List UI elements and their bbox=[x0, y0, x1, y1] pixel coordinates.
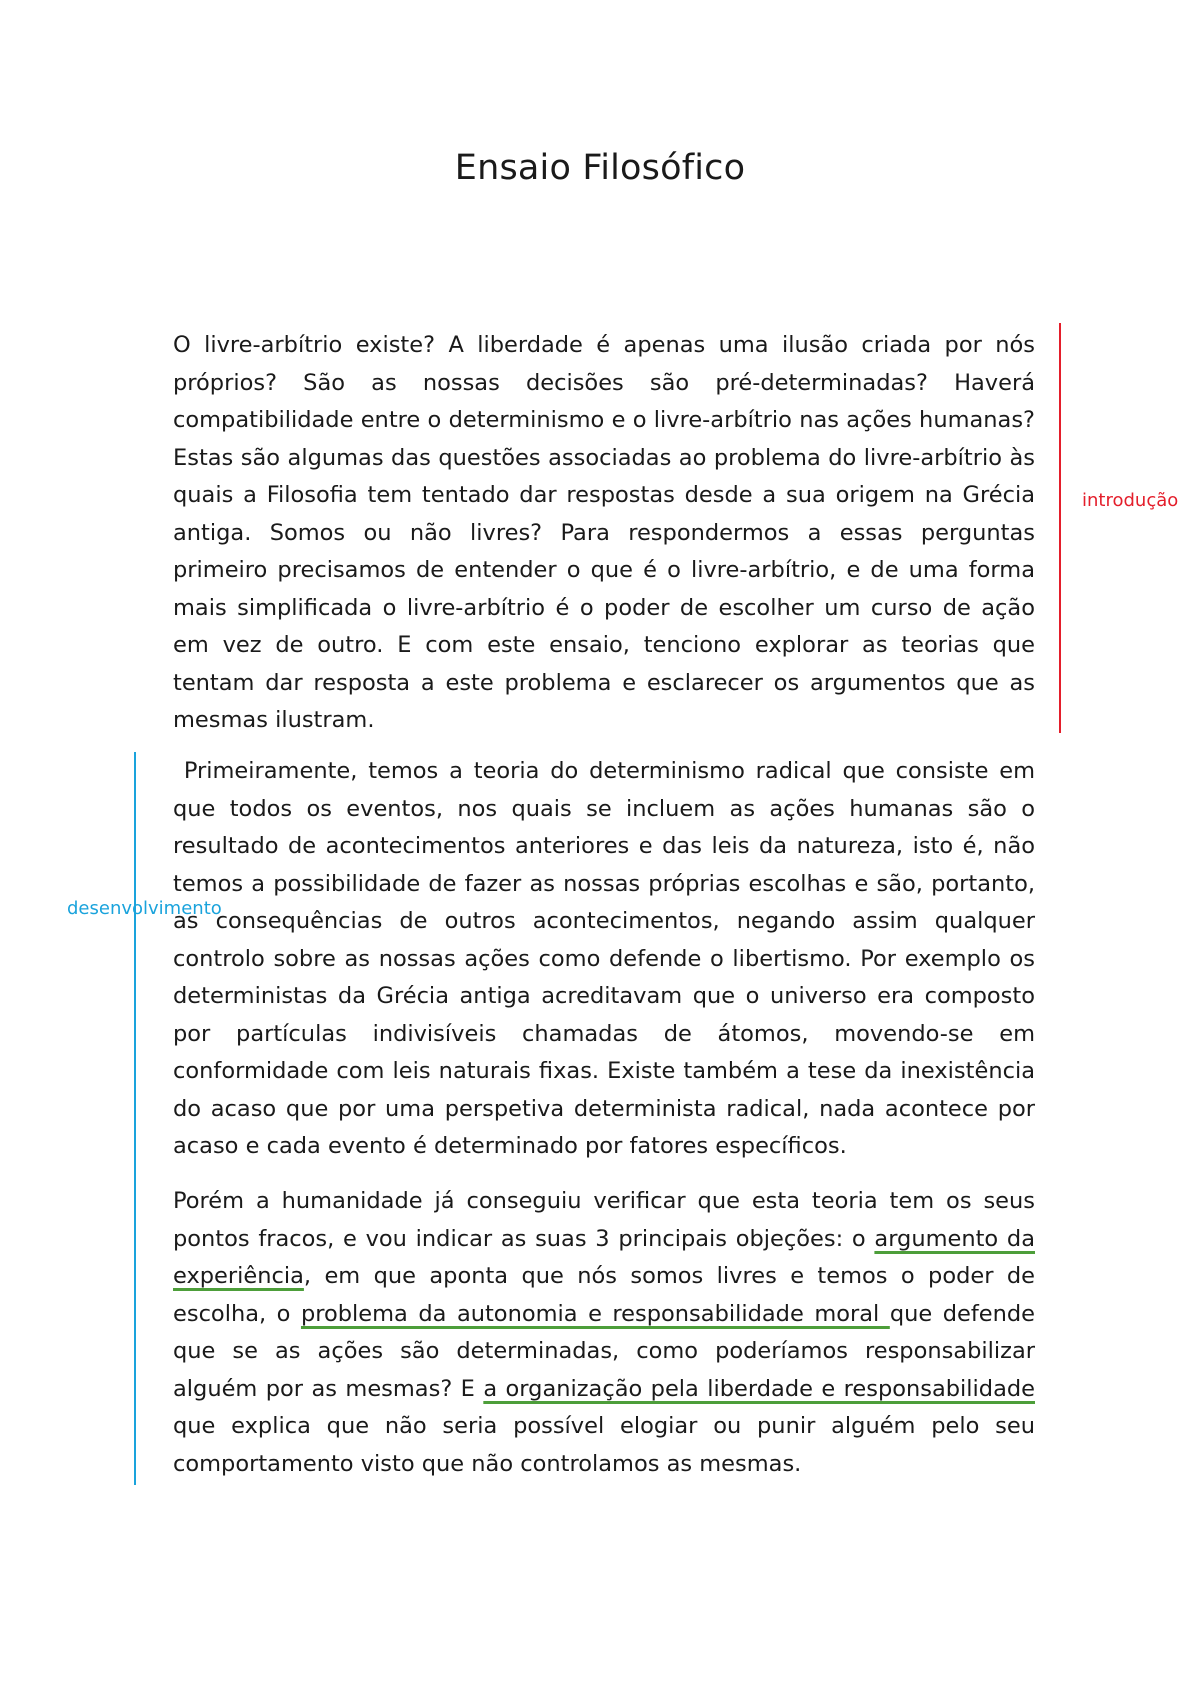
development-paragraph-objections bbox=[173, 1183, 1035, 1483]
development-annotation: desenvolvimento bbox=[67, 898, 222, 919]
introduction-paragraph: O livre-arbítrio existe? A liberdade é apenas uma ilusão criada por nós próprios? São as nossas decisões são pré-determinadas? Haverá compatibilidade entre o determinismo e o livre-arbítrio nas ações humanas? Estas são algumas das questões associadas ao problema do livre-arbítrio às quais a Filosofia tem tentado dar respostas desde a sua origem na Grécia antiga. Somos ou não livres? Para respondermos a essas perguntas primeiro precisamos de entender o que é o livre-arbítrio, e de uma forma mais simplificada o livre-arbítrio é o poder de escolher um curso de ação em vez de outro. E com este ensaio, tenciono explorar as teorias que tentam dar resposta a este problema e esclarecer os argumentos que as mesmas ilustram. bbox=[173, 332, 1035, 733]
document-title: Ensaio Filosófico bbox=[454, 148, 746, 188]
objection-freedom-organization: a organização pela liberdade e responsabilidade bbox=[483, 1375, 1035, 1402]
development-bracket bbox=[134, 752, 136, 1485]
objections-text-4: que explica que não seria possível elogiar ou punir alguém pelo seu comportamento visto que não controlamos as mesmas. bbox=[173, 1413, 1035, 1477]
objection-experience-argument: argumento da experiência bbox=[173, 1225, 1035, 1289]
objections-text-3: que defende que se as ações são determinadas, como poderíamos responsabilizar alguém por as mesmas? E bbox=[173, 1300, 1035, 1402]
introduction-bracket bbox=[1059, 323, 1061, 733]
objections-text-2: , em que aponta que nós somos livres e temos o poder de escolha, o bbox=[173, 1263, 1035, 1327]
introduction-annotation: introdução bbox=[1082, 490, 1179, 511]
development-paragraph-determinism: Primeiramente, temos a teoria do determinismo radical que consiste em que todos os eventos, nos quais se incluem as ações humanas são o resultado de acontecimentos anteriores e das leis da natureza, isto é, não temos a possibilidade de fazer as nossas próprias escolhas e são, portanto, as consequências de outros acontecimentos, negando assim qualquer controlo sobre as nossas ações como defende o libertismo. Por exemplo os deterministas da Grécia antiga acreditavam que o universo era composto por partículas indivisíveis chamadas de átomos, movendo-se em conformidade com leis naturais fixas. Existe também a tese da inexistência do acaso que por uma perspetiva determinista radical, nada acontece por acaso e cada evento é determinado por fatores específicos. bbox=[173, 758, 1043, 1159]
objections-text-1: Porém a humanidade já conseguiu verificar que esta teoria tem os seus pontos fracos, e vou indicar as suas 3 principais objeções: o bbox=[173, 1188, 1035, 1252]
objection-moral-responsibility: problema da autonomia e responsabilidade moral bbox=[300, 1300, 890, 1327]
